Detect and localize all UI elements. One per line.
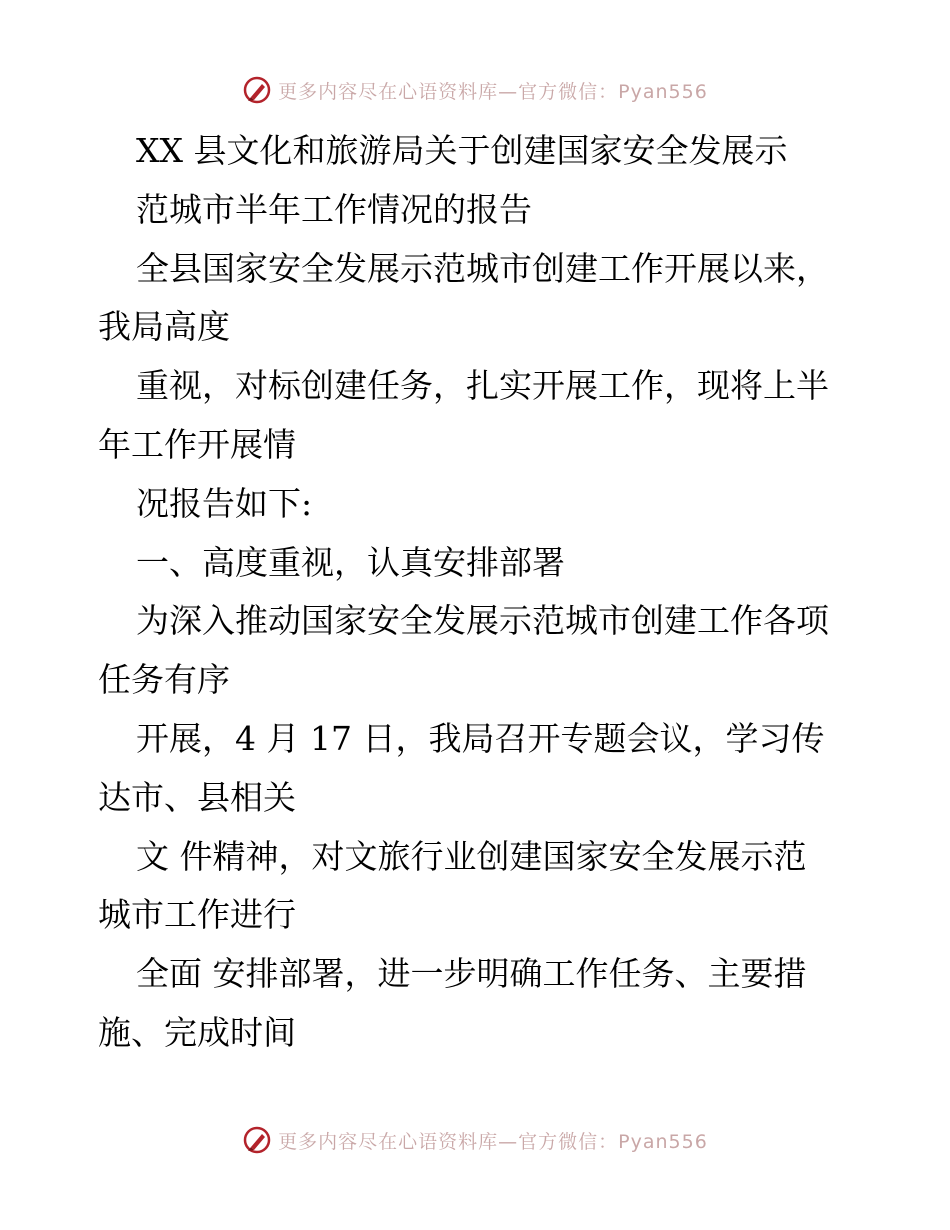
- document-line: 城市工作进行: [98, 895, 296, 935]
- document-line: XX 县文化和旅游局关于创建国家安全发展示: [136, 131, 788, 170]
- document-body: [98, 122, 858, 1063]
- document-line: 开展，4 月 17 日，我局召开专题会议，学习传: [136, 718, 825, 758]
- document-line: 一、高度重视，认真安排部署: [136, 542, 565, 582]
- footer-banner-text: 更多内容尽在心语资料库—官方微信：Pyan556: [278, 1130, 708, 1153]
- header-banner-text: 更多内容尽在心语资料库—官方微信：Pyan556: [278, 80, 708, 103]
- header-banner: [0, 70, 950, 110]
- pen-seal-icon: [242, 1125, 272, 1155]
- footer-banner: [0, 1120, 950, 1160]
- document-line: 我局高度: [98, 307, 230, 347]
- document-line: 范城市半年工作情况的报告: [136, 189, 532, 229]
- document-line: 全面 安排部署，进一步明确工作任务、主要措: [136, 954, 807, 994]
- document-line: 达市、县相关: [98, 777, 296, 817]
- document-line: 年工作开展情: [98, 424, 296, 464]
- document-line: 全县国家安全发展示范城市创建工作开展以来，: [136, 248, 829, 288]
- pen-seal-icon: [242, 75, 272, 105]
- document-line: 施、完成时间: [98, 1012, 296, 1052]
- document-line: 任务有序: [98, 660, 230, 700]
- document-line: 文 件精神，对文旅行业创建国家安全发展示范: [136, 836, 807, 876]
- document-line: 为深入推动国家安全发展示范城市创建工作各项: [136, 601, 829, 641]
- document-line: 况报告如下:: [136, 483, 313, 523]
- document-line: 重视，对标创建任务，扎实开展工作，现将上半: [136, 366, 829, 406]
